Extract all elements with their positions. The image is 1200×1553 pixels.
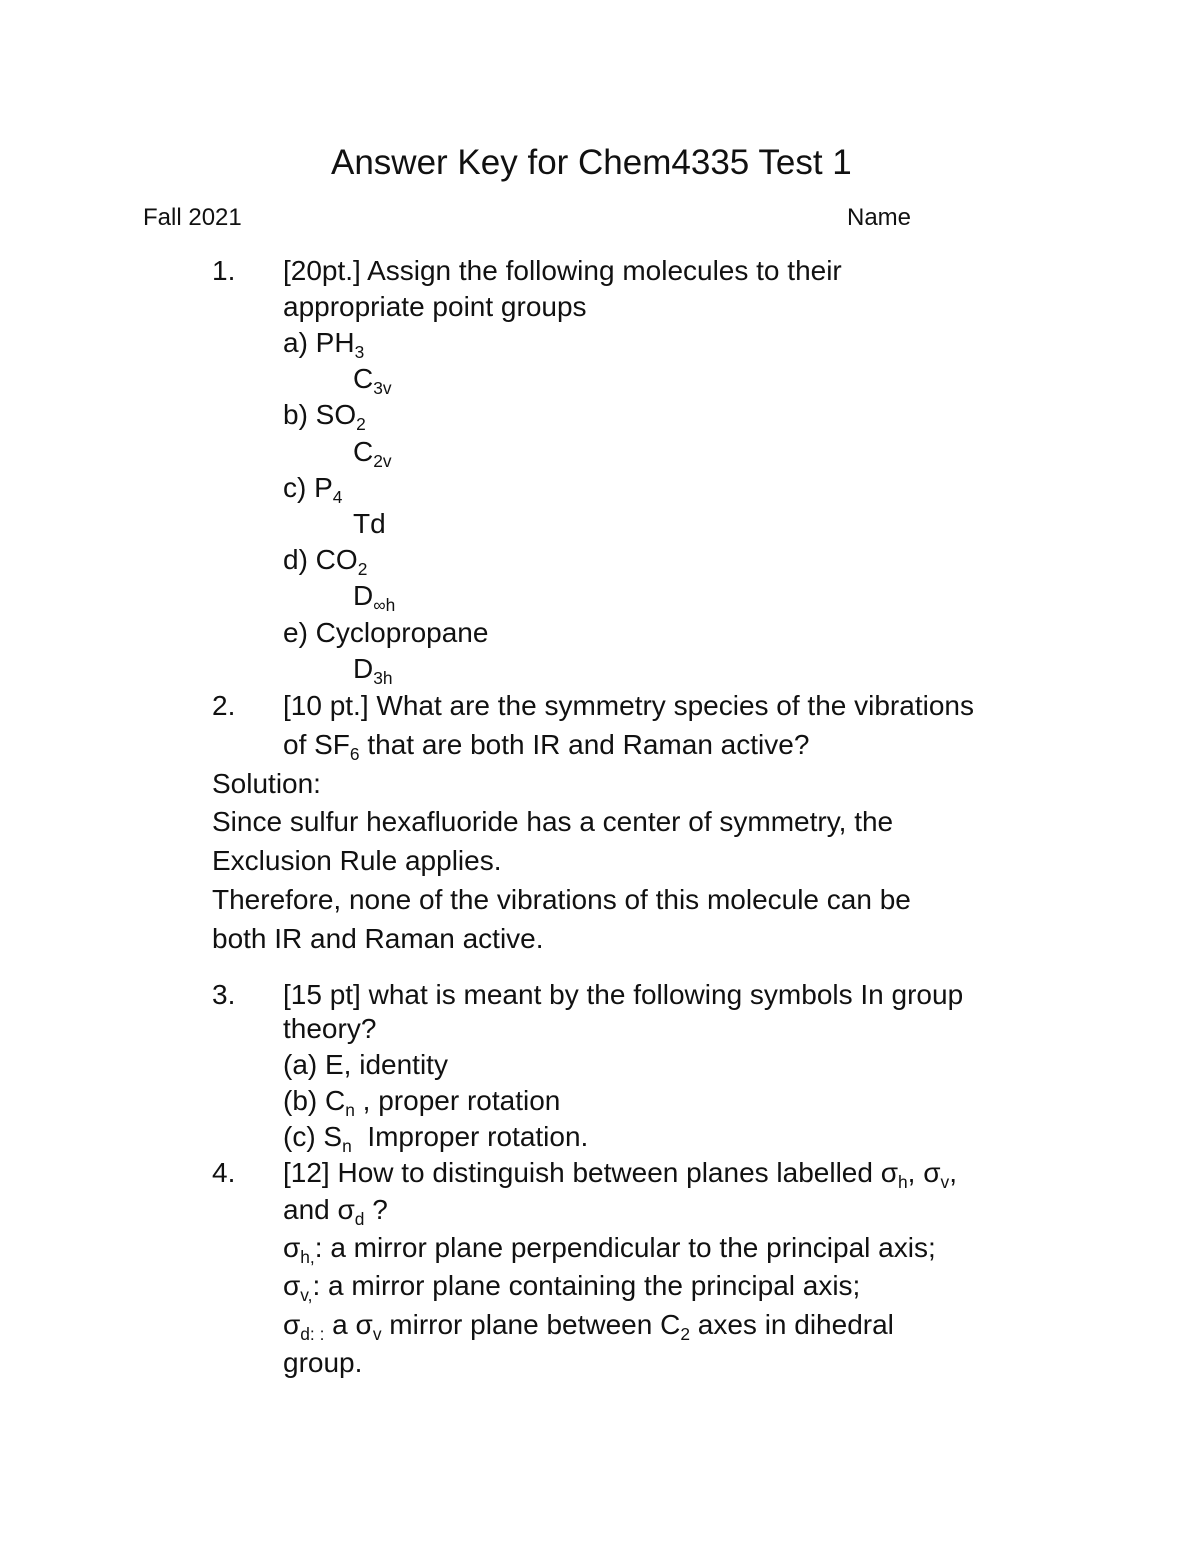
q1-answer-a: $C_{3v}$: [353, 363, 392, 399]
q1-item-e: e) Cyclopropane: [283, 617, 489, 648]
q3-text-line2: theory?: [283, 1013, 377, 1044]
q4-def-sigma-h: $\sigma_{h,}$: a mirror plane perpendicular to the principal axis;: [283, 1232, 936, 1268]
q1-text-line2: appropriate point groups: [283, 291, 587, 322]
solution-line4: both IR and Raman active.: [212, 923, 544, 954]
q3-text-line1: [15 pt] what is meant by the following symbols In group: [283, 979, 964, 1010]
q4-text-line1: [12] How to distinguish between planes labelled $\sigma_h$, $\sigma_v$,: [283, 1157, 957, 1193]
q1-number: 1.: [212, 255, 236, 286]
q1-item-d: d) $CO_2$: [283, 544, 368, 580]
q1-answer-c: Td: [353, 508, 386, 539]
q1-answer-b: $C_{2v}$: [353, 436, 392, 472]
q1-item-a: a) $PH_3$: [283, 327, 365, 363]
q1-text-line1: [20pt.] Assign the following molecules to their: [283, 255, 842, 286]
q3-number: 3.: [212, 979, 236, 1010]
q2-text-line1: [10 pt.] What are the symmetry species of the vibrations: [283, 690, 974, 721]
q4-text-line2: and $\sigma_d$ ?: [283, 1194, 388, 1230]
q4-def-sigma-d-line2: group.: [283, 1347, 363, 1378]
solution-label: Solution:: [212, 768, 321, 799]
solution-line3: Therefore, none of the vibrations of this molecule can be: [212, 884, 911, 915]
solution-line1: Since sulfur hexafluoride has a center of symmetry, the: [212, 806, 894, 837]
solution-line2: Exclusion Rule applies.: [212, 845, 502, 876]
q4-def-sigma-d: $\sigma_{d: :}$ a $\sigma_v$ mirror plane between $C_2$ axes in dihedral: [283, 1309, 894, 1345]
q1-item-c: c) $P_4$: [283, 472, 343, 508]
q1-answer-d: $D_{\infty h}$: [353, 580, 396, 616]
name-label: Name: [847, 204, 912, 231]
q3-item-a: (a) E, identity: [283, 1049, 448, 1080]
q2-number: 2.: [212, 690, 236, 721]
q4-number: 4.: [212, 1157, 236, 1188]
q1-answer-e: $D_{3h}$: [353, 653, 393, 689]
q4-def-sigma-v: $\sigma_{v,}$: a mirror plane containing the principal axis;: [283, 1270, 861, 1306]
q1-item-b: b) $SO_2$: [283, 399, 366, 435]
q3-item-b: (b) $C_n$ , proper rotation: [283, 1085, 561, 1121]
q3-item-c: (c) $S_n$ Improper rotation.: [283, 1121, 589, 1157]
q2-text-line2: of $SF_6$ that are both IR and Raman active?: [283, 729, 810, 765]
term-label: Fall 2021: [143, 204, 242, 231]
page-title: Answer Key for Chem4335 Test 1: [331, 143, 852, 182]
